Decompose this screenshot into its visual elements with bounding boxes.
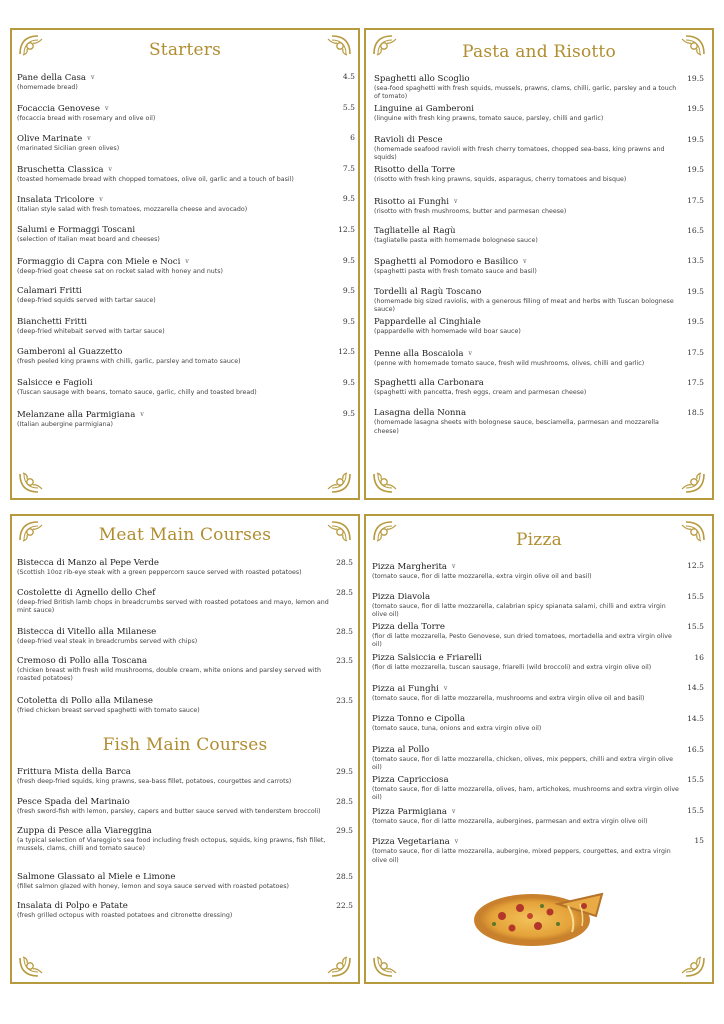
menu-item-name: Pizza Tonno e Cipolla: [372, 714, 466, 724]
menu-item-name: Bruschetta Classica v: [17, 164, 112, 175]
vegetarian-icon: v: [104, 104, 109, 112]
menu-item: [17, 409, 355, 429]
menu-item-name: Bianchetti Fritti: [17, 316, 88, 327]
corner-ornament-icon: [326, 956, 352, 978]
menu-item-description: (tomato sauce, fior di latte mozzarella, chicken, olives, mix peppers, chilli and extra virgin olive oil): [372, 755, 674, 771]
menu-item: [372, 745, 704, 772]
starters-title: Starters: [148, 40, 222, 60]
vegetarian-icon: v: [443, 685, 448, 693]
vegetarian-icon: v: [185, 257, 189, 265]
menu-item-description: (deep-fried whitebait served with tartar sauce): [17, 327, 165, 335]
menu-item-price: 16: [694, 652, 704, 662]
menu-item-description: (linguine with fresh king prawns, tomato sauce, parsley, chilli and garlic): [374, 115, 604, 123]
menu-item-description: (tomato sauce, tuna, onions and extra virgin olive oil): [372, 725, 542, 732]
menu-item-description: (tomato sauce, fior di latte mozzarella, aubergine, mixed peppers, courgettes, and extra virgin olive oil): [372, 848, 671, 864]
menu-item-name: Formaggio di Capra con Miele e Noci v: [17, 256, 189, 267]
menu-item-name: Linguine ai Gamberoni: [374, 104, 475, 115]
menu-item-price: 15.5: [687, 591, 704, 601]
menu-item: [17, 378, 355, 397]
menu-item-name: Risotto ai Funghi v: [374, 196, 458, 207]
menu-item-price: 7.5: [342, 163, 355, 173]
menu-item-description: (tomato sauce, fior di latte mozzarella, mushrooms and extra virgin olive oil and basil): [372, 695, 645, 703]
menu-item-name: Pizza Parmigiana v: [372, 806, 456, 817]
menu-item: [17, 256, 355, 276]
menu-item-name: Zuppa di Pesce alla Viareggina: [17, 825, 152, 836]
menu-item: [17, 901, 353, 920]
menu-item-name: Lasagna della Nonna: [374, 408, 467, 419]
fish-title: Fish Main Courses: [102, 735, 268, 755]
menu-item-price: 19.5: [687, 104, 704, 114]
vegetarian-icon: v: [452, 807, 456, 815]
menu-item-price: 19.5: [687, 317, 704, 327]
menu-item: [374, 196, 704, 216]
corner-ornament-icon: [18, 472, 44, 494]
menu-item-description: (homemade bread): [17, 84, 78, 91]
menu-item-name: Insalata Tricolore v: [17, 195, 103, 206]
menu-item-name: Pizza della Torre: [372, 622, 445, 633]
menu-item: [17, 286, 355, 305]
menu-item-price: 9.5: [342, 408, 355, 418]
menu-item-name: Salsicce e Fagioli: [17, 378, 93, 388]
menu-item-name: Pizza Diavola: [372, 591, 431, 602]
menu-item: [372, 561, 704, 581]
menu-item: [17, 72, 355, 92]
menu-item-name: Pane della Casa v: [17, 73, 95, 83]
menu-item-price: 22.5: [336, 901, 353, 910]
menu-item-price: 17.5: [687, 347, 704, 357]
menu-item-price: 28.5: [336, 872, 353, 881]
menu-item: [372, 836, 704, 864]
menu-item: [372, 806, 704, 826]
vegetarian-icon: v: [468, 349, 472, 357]
menu-item-price: 12.5: [338, 225, 355, 234]
menu-item-name: Pappardelle al Cinghiale: [374, 317, 481, 328]
menu-item-price: 19.5: [687, 74, 704, 83]
menu-item-description: (homemade lasagna sheets with bolognese sauce, besciamella, parmesan and mozzarella cheese): [374, 419, 659, 435]
menu-item-description: (Italian style salad with fresh tomatoes, mozzarella cheese and avocado): [17, 206, 248, 214]
menu-item-name: Pizza ai Funghi v: [372, 684, 448, 695]
menu-item: [372, 714, 704, 733]
menu-item-description: (pappardelle with homemade wild boar sauce): [374, 328, 521, 336]
menu-item-name: Ravioli di Pesce: [374, 134, 443, 145]
menu-item: [17, 225, 355, 244]
corner-ornament-icon: [18, 956, 44, 978]
menu-item-price: 19.5: [687, 286, 704, 296]
vegetarian-icon: v: [140, 410, 144, 418]
menu-item-price: 28.5: [336, 796, 353, 806]
menu-item-price: 6: [350, 133, 355, 143]
vegetarian-icon: v: [523, 258, 527, 266]
menu-item-name: Risotto della Torre: [374, 165, 456, 176]
vegetarian-icon: v: [454, 197, 458, 205]
menu-item: [374, 348, 704, 368]
menu-item-price: 19.5: [687, 134, 704, 144]
vegetarian-icon: v: [91, 74, 95, 81]
menu-item-name: Focaccia Genovese v: [17, 103, 109, 114]
menu-item-price: 23.5: [336, 655, 353, 665]
menu-item-description: (chicken breast with fresh wild mushrooms, double cream, white onions and parsley served with roasted potatoes): [17, 666, 321, 682]
menu-item-name: Melanzane alla Parmigiana v: [17, 409, 144, 420]
menu-item: [17, 872, 353, 891]
vegetarian-icon: v: [452, 563, 456, 570]
menu-item-price: 17.5: [687, 195, 704, 205]
menu-item-name: Spaghetti al Pomodoro e Basilico v: [374, 257, 527, 268]
pizza-image: [472, 886, 604, 948]
menu-item-name: Bistecca di Vitello alla Milanese: [17, 626, 157, 637]
menu-item: [17, 194, 355, 214]
menu-item: [17, 797, 353, 816]
menu-item-name: Pesce Spada del Marinaio: [17, 796, 130, 807]
pizza-title: Pizza: [516, 530, 562, 550]
menu-item-name: Olive Marinate v: [17, 134, 91, 145]
menu-item: [374, 135, 704, 162]
menu-item-price: 29.5: [336, 767, 353, 776]
menu-item-name: Insalata di Polpo e Patate: [17, 901, 128, 911]
menu-item-description: (spaghetti pasta with fresh tomato sauce and basil): [374, 268, 537, 276]
menu-item-price: 16.5: [687, 226, 704, 235]
menu-item-price: 18.5: [687, 408, 704, 418]
menu-item-price: 14.5: [687, 683, 704, 693]
menu-item-description: (fried chicken breast served spaghetti with tomato sauce): [17, 706, 200, 714]
menu-item-description: (focaccia bread with rosemary and olive oil): [17, 114, 156, 122]
meat-title: Meat Main Courses: [98, 525, 272, 545]
menu-item: [17, 558, 353, 577]
menu-item-price: 12.5: [338, 347, 355, 357]
menu-item: [372, 775, 704, 802]
menu-item-description: (Tuscan sausage with beans, tomato sauce, garlic, chilly and toasted bread): [17, 389, 257, 396]
corner-ornament-icon: [372, 956, 398, 978]
menu-item-price: 28.5: [336, 626, 353, 636]
menu-item-price: 29.5: [336, 825, 353, 835]
menu-item-name: Salmone Glassato al Miele e Limone: [17, 872, 176, 882]
menu-item-description: (deep-fried veal steak in breadcrumbs served with chips): [17, 637, 198, 645]
menu-item: [17, 317, 355, 336]
menu-item-description: (deep-fried goat cheese sat on rocket salad with honey and nuts): [17, 267, 224, 275]
menu-item-name: Salumi e Formaggi Toscani: [17, 225, 136, 235]
menu-item-price: 19.5: [687, 165, 704, 175]
menu-item: [17, 696, 353, 715]
menu-item: [374, 378, 704, 397]
menu-item-name: Pizza Margherita v: [372, 562, 456, 572]
menu-item-price: 4.5: [342, 72, 355, 81]
menu-item-description: (tomato sauce, fior di latte mozzarella, extra virgin olive oil and basil): [372, 573, 592, 580]
menu-item: [374, 104, 704, 123]
menu-item-price: 9.5: [342, 194, 355, 204]
menu-item-description: (fior di latte mozzarella, tuscan sausage, friarelli (wild broccoli) and extra virgin olive oil): [372, 663, 652, 671]
menu-item: [374, 165, 704, 184]
menu-item: [372, 653, 704, 672]
menu-item-price: 15.5: [687, 775, 704, 785]
menu-item-name: Spaghetti allo Scoglio: [374, 74, 470, 84]
menu-item-name: Tagliatelle al Ragù: [374, 226, 456, 236]
menu-item-description: (fior di latte mozzarella, Pesto Genovese, sun dried tomatoes, mortadella and extra virgin olive oil): [372, 633, 672, 649]
menu-item: [374, 287, 704, 314]
menu-item: [17, 656, 353, 683]
menu-item-description: (spaghetti with pancetta, fresh eggs, cream and parmesan cheese): [374, 389, 587, 396]
menu-item-description: (deep-fried squids served with tartar sauce): [17, 297, 156, 305]
menu-item-description: (toasted homemade bread with chopped tomatoes, olive oil, garlic and a touch of basil): [17, 175, 294, 183]
vegetarian-icon: v: [87, 135, 91, 143]
menu-item: [374, 408, 704, 435]
menu-item-description: (risotto with fresh king prawns, squids, asparagus, cherry tomatoes and bisque): [374, 176, 627, 184]
menu-item-price: 9.5: [342, 378, 355, 387]
menu-item: [17, 588, 353, 615]
menu-item-price: 5.5: [342, 102, 355, 112]
menu-item-price: 15.5: [687, 622, 704, 632]
menu-item-name: Pizza Capricciosa: [372, 775, 449, 786]
menu-item-name: Gamberoni al Guazzetto: [17, 347, 123, 358]
menu-item-description: (tomato sauce, fior di latte mozzarella, aubergines, parmesan and extra virgin olive oil): [372, 817, 648, 825]
vegetarian-icon: v: [454, 838, 459, 846]
menu-item-description: (fresh peeled king prawns with chilli, garlic, parsley and tomato sauce): [17, 358, 241, 366]
menu-item: [372, 622, 704, 649]
menu-item-price: 28.5: [336, 587, 353, 597]
menu-item: [17, 826, 353, 853]
menu-item: [374, 317, 704, 336]
menu-item-description: (homemade seafood ravioli with fresh cherry tomatoes, chopped sea-bass, king prawns and squids): [374, 145, 665, 161]
menu-item-name: Tordelli al Ragù Toscano: [374, 286, 482, 297]
menu-item-price: 13.5: [687, 256, 704, 266]
menu-item-description: (sea-food spaghetti with fresh squids, mussels, prawns, clams, chilli, garlic, parsley and a touch of tomato): [374, 85, 677, 101]
menu-item-price: 23.5: [336, 695, 353, 705]
menu-item-name: Pizza Salsiccia e Friarelli: [372, 652, 482, 663]
menu-item-price: 12.5: [687, 561, 704, 570]
menu-item-description: (Italian aubergine parmigiana): [17, 420, 113, 428]
menu-item-description: (deep-fried British lamb chops in breadcrumbs served with roasted potatoes and mayo, lemon and mint sauce): [17, 598, 329, 614]
menu-item-description: (fresh deep-fried squids, king prawns, sea-bass fillet, potatoes, courgettes and carrots): [17, 778, 292, 785]
menu-item: [372, 592, 704, 619]
menu-item-description: (selection of Italian meat board and cheeses): [17, 236, 160, 243]
menu-item-name: Pizza al Pollo: [372, 744, 430, 755]
menu-item-description: (fresh grilled octopus with roasted potatoes and citronette dressing): [17, 912, 233, 919]
menu-item: [374, 74, 704, 101]
menu-item-description: (tomato sauce, fior di latte mozzarella, calabrian spicy spianata salami, chilli and extra virgin olive oil): [372, 602, 666, 618]
menu-item: [17, 627, 353, 646]
menu-item-description: (tomato sauce, fior di latte mozzarella, olives, ham, artichokes, mushrooms and extra virgin olive oil): [372, 786, 679, 802]
pasta-title: Pasta and Risotto: [462, 42, 616, 62]
menu-item-description: (fresh sword-fish with lemon, parsley, capers and butter sauce served with tenderstem broccoli): [17, 807, 321, 815]
menu-item-price: 9.5: [342, 255, 355, 265]
corner-ornament-icon: [680, 956, 706, 978]
menu-item-description: (a typical selection of Viareggio's sea food including fresh octopus, squids, king prawns, fish fillet, mussels, clams, chilli and tomato sauce): [17, 836, 326, 852]
menu-item: [374, 226, 704, 245]
menu-item: [372, 683, 704, 703]
menu-item-name: Penne alla Boscaiola v: [374, 348, 472, 359]
menu-item: [17, 164, 355, 184]
menu-item: [17, 767, 353, 786]
menu-item-price: 9.5: [342, 316, 355, 326]
menu-item-name: Pizza Vegetariana v: [372, 837, 459, 848]
menu-item-name: Cotoletta di Pollo alla Milanese: [17, 695, 153, 706]
menu-item-name: Costolette di Agnello dello Chef: [17, 587, 156, 598]
menu-item-description: (tagliatelle pasta with homemade bolognese sauce): [374, 237, 538, 244]
corner-ornament-icon: [372, 472, 398, 494]
menu-item-price: 28.5: [336, 558, 353, 567]
menu-item: [17, 347, 355, 366]
menu-item-name: Calamari Fritti: [17, 286, 82, 297]
menu-item-price: 9.5: [342, 286, 355, 296]
menu-item-price: 14.5: [687, 714, 704, 723]
menu-item: [17, 103, 355, 123]
corner-ornament-icon: [680, 472, 706, 494]
menu-item-name: Bistecca di Manzo al Pepe Verde: [17, 558, 159, 568]
menu-item: [17, 133, 355, 153]
vegetarian-icon: v: [108, 165, 112, 173]
menu-item-name: Frittura Mista della Barca: [17, 767, 131, 777]
menu-item-description: (fillet salmon glazed with honey, lemon and soya sauce served with roasted potatoes): [17, 883, 289, 890]
menu-item-price: 17.5: [687, 378, 704, 387]
menu-item-description: (homemade big sized raviolis, with a generous filling of meat and herbs with Tuscan bolognese sauce): [374, 297, 674, 313]
menu-item-price: 15.5: [687, 805, 704, 815]
menu-item-price: 15: [694, 836, 704, 846]
menu-item-description: (risotto with fresh mushrooms, butter and parmesan cheese): [374, 207, 567, 215]
menu-item-name: Spaghetti alla Carbonara: [374, 378, 484, 388]
menu-item-description: (marinated Sicilian green olives): [17, 145, 120, 153]
corner-ornament-icon: [326, 472, 352, 494]
menu-item-price: 16.5: [687, 744, 704, 754]
vegetarian-icon: v: [99, 196, 103, 204]
menu-item-name: Cremoso di Pollo alla Toscana: [17, 655, 148, 666]
menu-item: [374, 256, 704, 276]
menu-item-description: (Scottish 10oz rib-eye steak with a green peppercorn sauce served with roasted potatoes): [17, 569, 302, 576]
menu-item-description: (penne with homemade tomato sauce, fresh wild mushrooms, olives, chilli and garlic): [374, 359, 645, 367]
